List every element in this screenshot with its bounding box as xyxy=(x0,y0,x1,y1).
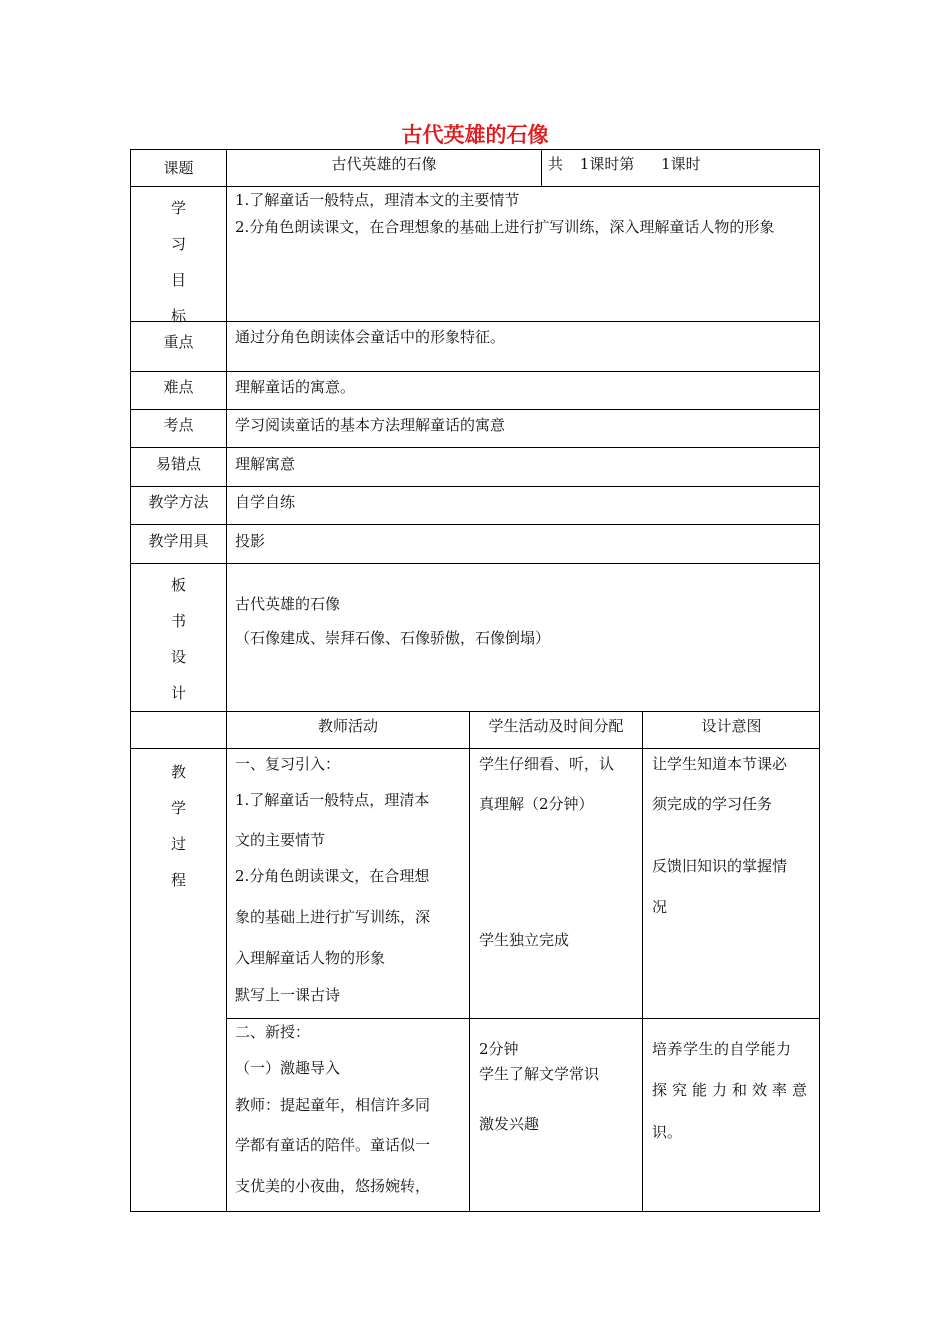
topic-value: 古代英雄的石像 xyxy=(331,155,437,173)
page-title: 古代英雄的石像 xyxy=(401,123,549,147)
exam-point-value: 学习阅读童话的基本方法理解童话的寓意 xyxy=(235,416,506,434)
board-label-char: 计 xyxy=(170,684,186,702)
error-point-label: 易错点 xyxy=(155,455,201,473)
teacher-line: 1.了解童话一般特点，理清本 xyxy=(235,791,430,809)
row-divider xyxy=(130,186,820,187)
col-divider xyxy=(642,711,643,1212)
teacher-line: 教师：提起童年，相信许多同 xyxy=(235,1096,431,1114)
method-value: 自学自练 xyxy=(235,493,296,511)
key-point-label: 重点 xyxy=(163,333,194,351)
student-line: 2分钟 xyxy=(479,1040,519,1058)
teacher-line: 文的主要情节 xyxy=(235,831,326,849)
student-line: 学生仔细看、听，认 xyxy=(479,755,615,773)
col-divider xyxy=(469,711,470,1212)
teacher-line: 支优美的小夜曲，悠扬婉转， xyxy=(235,1177,431,1195)
objectives-label-char: 习 xyxy=(170,235,186,253)
student-activity-header: 学生活动及时间分配 xyxy=(488,717,624,735)
intent-line: 反馈旧知识的掌握情 xyxy=(652,857,788,875)
student-line: 激发兴趣 xyxy=(479,1115,540,1133)
intent-line: 须完成的学习任务 xyxy=(652,795,773,813)
teacher-line: 象的基础上进行扩写训练，深 xyxy=(235,908,431,926)
board-line-outline: （石像建成、崇拜石像、石像骄傲，石像倒塌） xyxy=(235,629,551,647)
teacher-line: 默写上一课古诗 xyxy=(235,986,341,1004)
student-line: 真理解（2分钟） xyxy=(479,795,594,813)
process-label xyxy=(131,754,226,898)
intent-line: 况 xyxy=(652,898,668,916)
col-divider xyxy=(541,149,542,186)
row-divider xyxy=(130,524,820,525)
teacher-activity-header: 教师活动 xyxy=(317,717,378,735)
teacher-line: 入理解童话人物的形象 xyxy=(235,949,386,967)
process-label-char: 教 xyxy=(170,763,186,781)
intent-line: 让学生知道本节课必 xyxy=(652,755,788,773)
board-label xyxy=(131,567,226,711)
row-divider xyxy=(130,447,820,448)
tools-label: 教学用具 xyxy=(148,532,209,550)
objectives-label xyxy=(131,190,226,334)
row-divider xyxy=(226,1018,820,1019)
board-label-char: 书 xyxy=(170,612,186,630)
objective-item: 1.了解童话一般特点，理清本文的主要情节 xyxy=(235,191,520,209)
lesson-count-of: 1课时第 xyxy=(579,155,635,173)
error-point-value: 理解寓意 xyxy=(235,455,296,473)
exam-point-label: 考点 xyxy=(163,416,194,434)
intent-line: 培养学生的自学能力 xyxy=(652,1040,792,1058)
lesson-count xyxy=(548,154,701,174)
student-line: 学生了解文学常识 xyxy=(479,1065,600,1083)
row-divider xyxy=(130,486,820,487)
design-intent-header: 设计意图 xyxy=(701,717,762,735)
board-label-char: 设 xyxy=(170,648,186,666)
row-divider xyxy=(130,748,820,749)
process-label-char: 过 xyxy=(170,835,186,853)
objectives-label-char: 标 xyxy=(170,307,186,325)
col-divider xyxy=(226,149,227,1212)
board-label-char: 板 xyxy=(170,576,186,594)
teacher-line: 学都有童话的陪伴。童话似一 xyxy=(235,1136,431,1154)
objective-item: 2.分角色朗读课文，在合理想象的基础上进行扩写训练，深入理解童话人物的形象 xyxy=(235,218,775,236)
student-line: 学生独立完成 xyxy=(479,931,570,949)
difficulty-label: 难点 xyxy=(163,378,194,396)
row-divider xyxy=(130,371,820,372)
intent-line: 识。 xyxy=(652,1123,683,1141)
teacher-line: （一）激趣导入 xyxy=(235,1059,341,1077)
teacher-line: 2.分角色朗读课文，在合理想 xyxy=(235,867,430,885)
intent-line: 探究能力和效率意 xyxy=(652,1081,813,1099)
difficulty-value: 理解童话的寓意。 xyxy=(235,378,356,396)
process-label-char: 程 xyxy=(170,871,186,889)
row-divider xyxy=(130,409,820,410)
method-label: 教学方法 xyxy=(148,493,209,511)
row-divider xyxy=(130,711,820,712)
objectives-label-char: 学 xyxy=(170,199,186,217)
lesson-count-current: 1课时 xyxy=(661,155,701,173)
row-divider xyxy=(130,321,820,322)
tools-value: 投影 xyxy=(235,532,266,550)
row-divider xyxy=(130,563,820,564)
topic-label: 课题 xyxy=(163,159,194,177)
process-label-char: 学 xyxy=(170,799,186,817)
board-line-title: 古代英雄的石像 xyxy=(235,595,341,613)
key-point-value: 通过分角色朗读体会童话中的形象特征。 xyxy=(235,328,506,346)
objectives-label-char: 目 xyxy=(170,271,186,289)
lesson-count-total: 共 xyxy=(548,155,564,173)
teacher-line: 二、新授： xyxy=(235,1023,311,1041)
teacher-line: 一、复习引入： xyxy=(235,755,341,773)
